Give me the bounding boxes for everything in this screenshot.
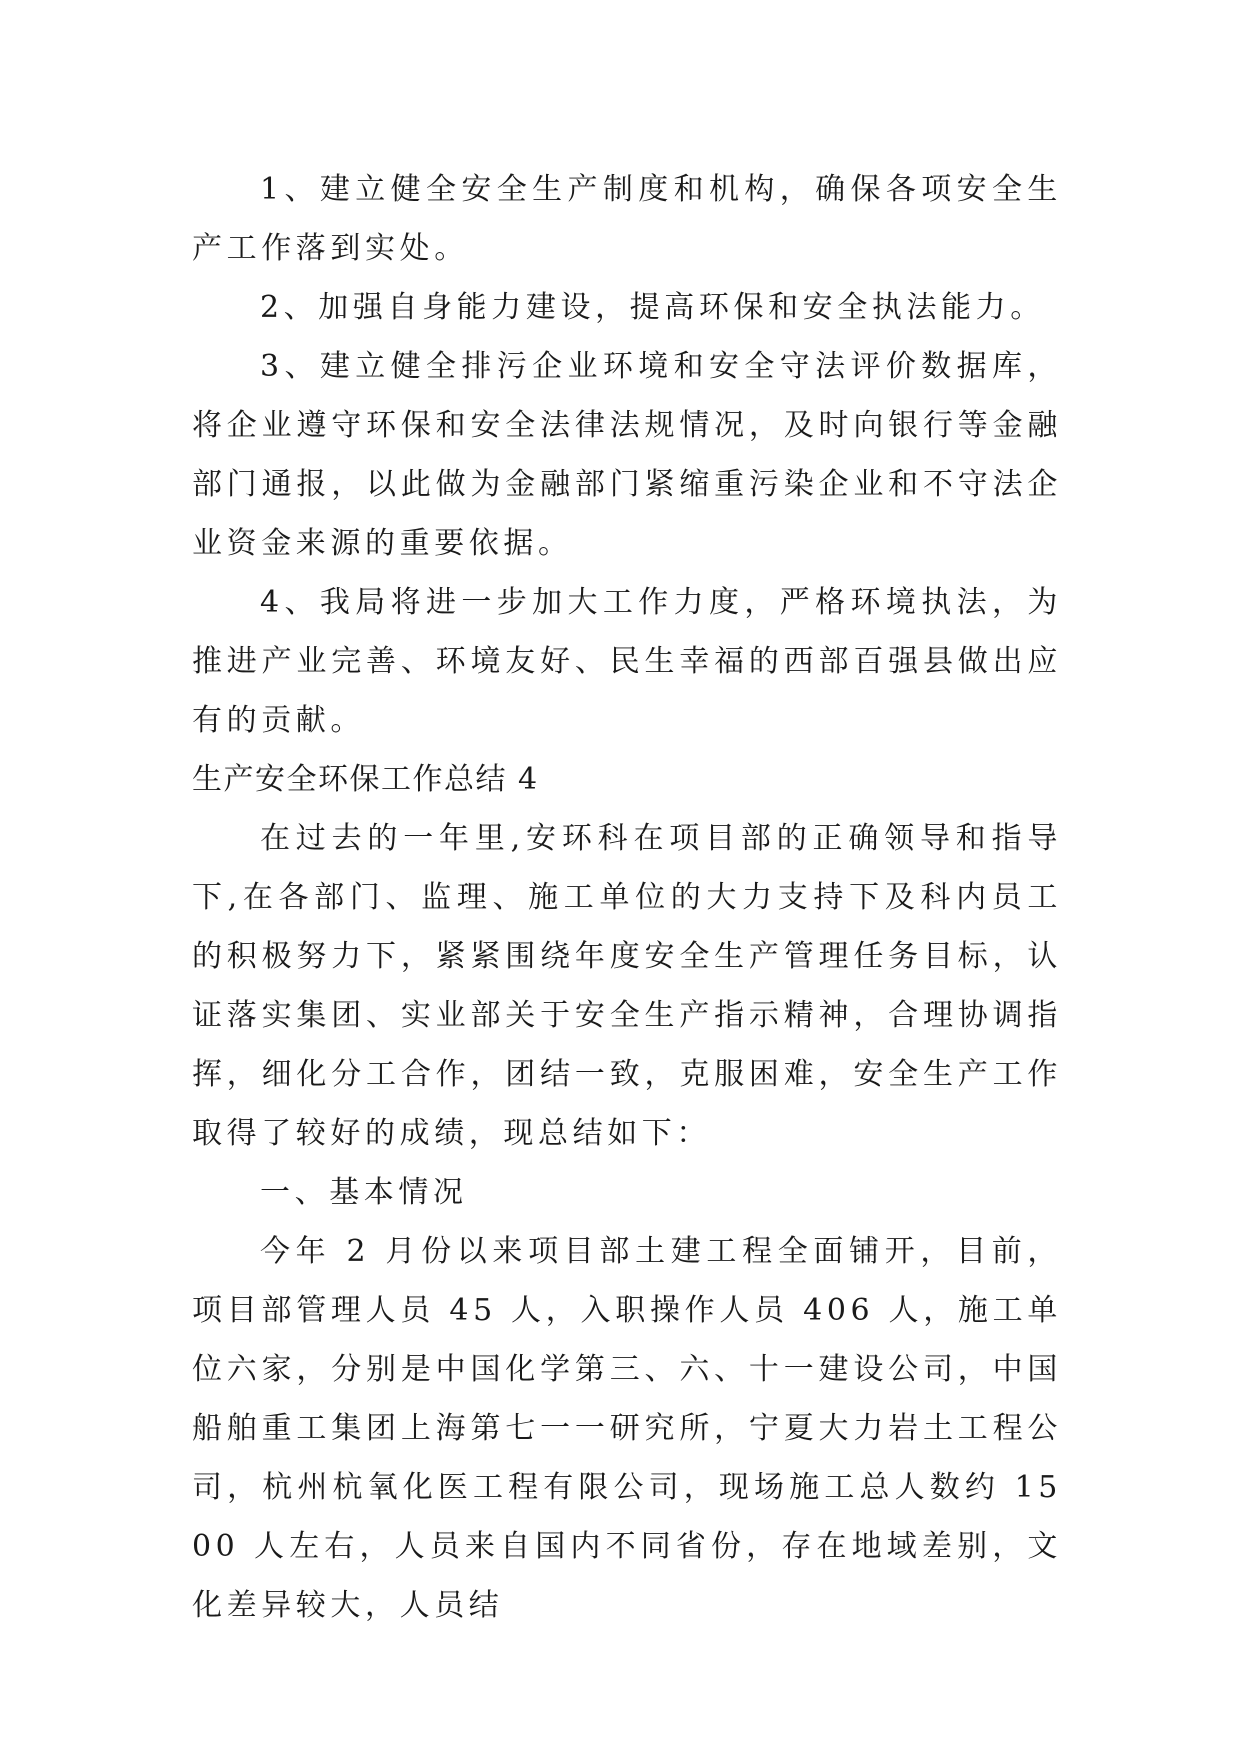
section-heading: 生产安全环保工作总结 4 xyxy=(192,762,539,797)
basic-situation-paragraph: 今年 2 月份以来项目部土建工程全面铺开，目前，项目部管理人员 45 人，入职操作人员 406 人，施工单位六家，分别是中国化学第三、六、十一建设公司，中国船舶重工集团上海第七一一研究所，宁夏大力岩土工程公司，杭州杭氧化医工程有限公司，现场施工总人数约 1500 人左右，人员来自国内不同省份，存在地域差别，文化差异较大，人员结 xyxy=(192,1234,1062,1623)
intro-paragraph: 在过去的一年里,安环科在项目部的正确领导和指导下,在各部门、监理、施工单位的大力支持下及科内员工的积极努力下，紧紧围绕年度安全生产管理任务目标，认证落实集团、实业部关于安全生产指示精神，合理协调指挥，细化分工合作，团结一致，克服困难，安全生产工作取得了较好的成绩，现总结如下： xyxy=(192,821,1062,1151)
subheading-basic-situation: 一、基本情况 xyxy=(260,1175,468,1210)
paragraph-item-1: 1、建立健全安全生产制度和机构，确保各项安全生产工作落到实处。 xyxy=(192,172,1062,266)
paragraph-item-2: 2、加强自身能力建设，提高环保和安全执法能力。 xyxy=(260,290,1045,325)
document-body xyxy=(192,160,1062,1635)
paragraph-item-3: 3、建立健全排污企业环境和安全守法评价数据库，将企业遵守环保和安全法律法规情况，及时向银行等金融部门通报，以此做为金融部门紧缩重污染企业和不守法企业资金来源的重要依据。 xyxy=(192,349,1062,561)
paragraph-item-4: 4、我局将进一步加大工作力度，严格环境执法，为推进产业完善、环境友好、民生幸福的西部百强县做出应有的贡献。 xyxy=(192,585,1062,738)
